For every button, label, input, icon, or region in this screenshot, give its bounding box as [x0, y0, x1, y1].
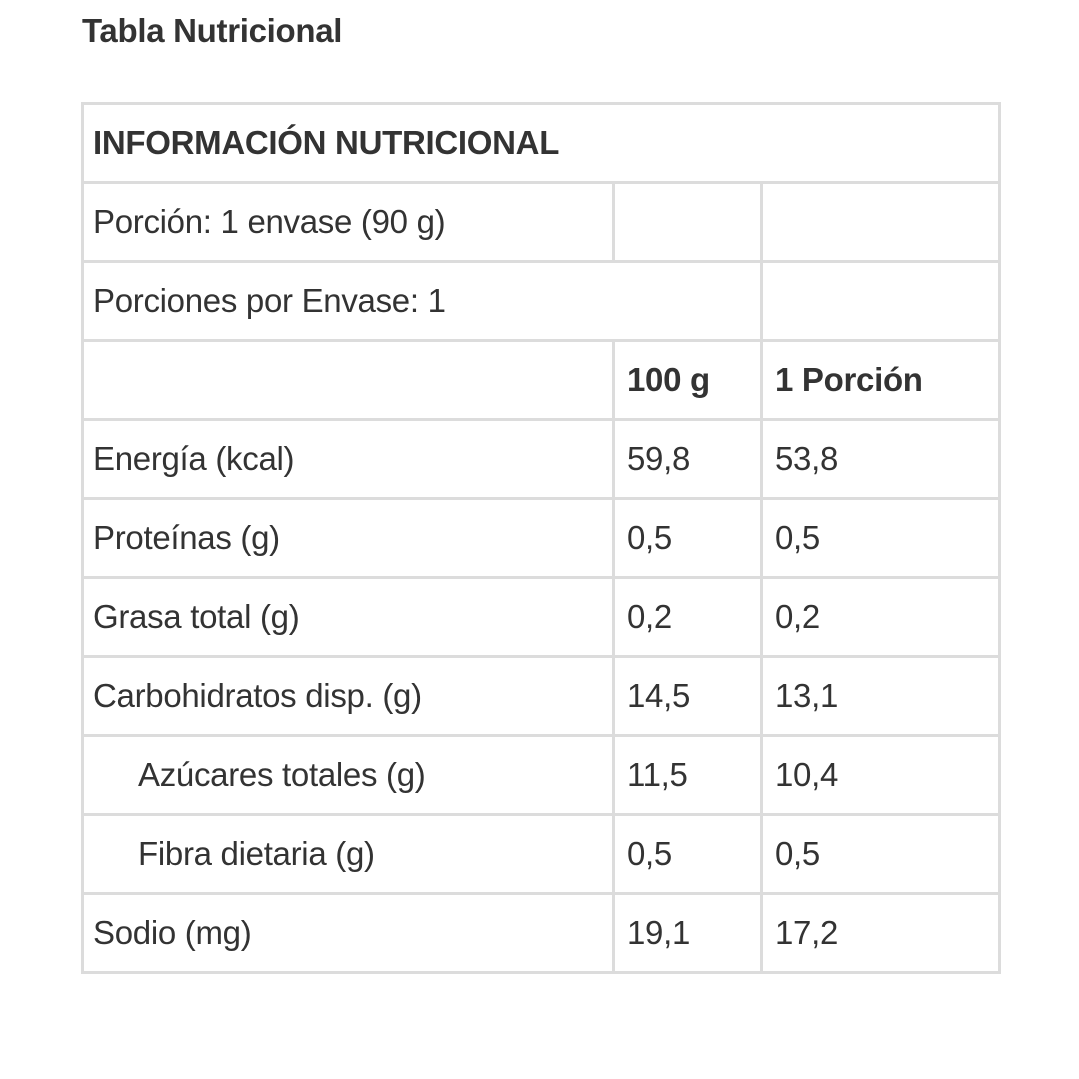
value-per-100g: 14,5	[614, 657, 762, 736]
value-per-portion: 53,8	[762, 420, 1000, 499]
nutrition-table	[81, 102, 1001, 974]
nutrient-label-sub: Azúcares totales (g)	[83, 736, 614, 815]
value-per-100g: 0,5	[614, 499, 762, 578]
portion-empty-cell-2	[762, 183, 1000, 262]
nutrient-label-sub: Fibra dietaria (g)	[83, 815, 614, 894]
value-per-portion: 13,1	[762, 657, 1000, 736]
table-header-row	[83, 104, 1000, 183]
portions-empty-cell	[762, 262, 1000, 341]
nutrient-label: Carbohidratos disp. (g)	[83, 657, 614, 736]
value-per-portion: 10,4	[762, 736, 1000, 815]
value-per-100g: 0,5	[614, 815, 762, 894]
value-per-100g: 19,1	[614, 894, 762, 973]
portions-per-container-label: Porciones por Envase: 1	[83, 262, 762, 341]
value-per-100g: 11,5	[614, 736, 762, 815]
table-row	[83, 815, 1000, 894]
table-row	[83, 578, 1000, 657]
portion-empty-cell-1	[614, 183, 762, 262]
column-header-portion: 1 Porción	[762, 341, 1000, 420]
table-row	[83, 736, 1000, 815]
value-per-portion: 0,2	[762, 578, 1000, 657]
portion-row	[83, 183, 1000, 262]
portions-per-container-row	[83, 262, 1000, 341]
table-header: INFORMACIÓN NUTRICIONAL	[83, 104, 1000, 183]
value-per-portion: 17,2	[762, 894, 1000, 973]
value-per-100g: 0,2	[614, 578, 762, 657]
table-row	[83, 499, 1000, 578]
value-per-portion: 0,5	[762, 815, 1000, 894]
value-per-portion: 0,5	[762, 499, 1000, 578]
nutrient-label: Grasa total (g)	[83, 578, 614, 657]
value-per-100g: 59,8	[614, 420, 762, 499]
column-header-empty	[83, 341, 614, 420]
table-row	[83, 420, 1000, 499]
portion-label: Porción: 1 envase (90 g)	[83, 183, 614, 262]
column-header-row	[83, 341, 1000, 420]
page-title: Tabla Nutricional	[82, 12, 343, 49]
column-header-100g: 100 g	[614, 341, 762, 420]
nutrient-label: Proteínas (g)	[83, 499, 614, 578]
table-row	[83, 894, 1000, 973]
nutrient-label: Sodio (mg)	[83, 894, 614, 973]
table-row	[83, 657, 1000, 736]
nutrient-label: Energía (kcal)	[83, 420, 614, 499]
